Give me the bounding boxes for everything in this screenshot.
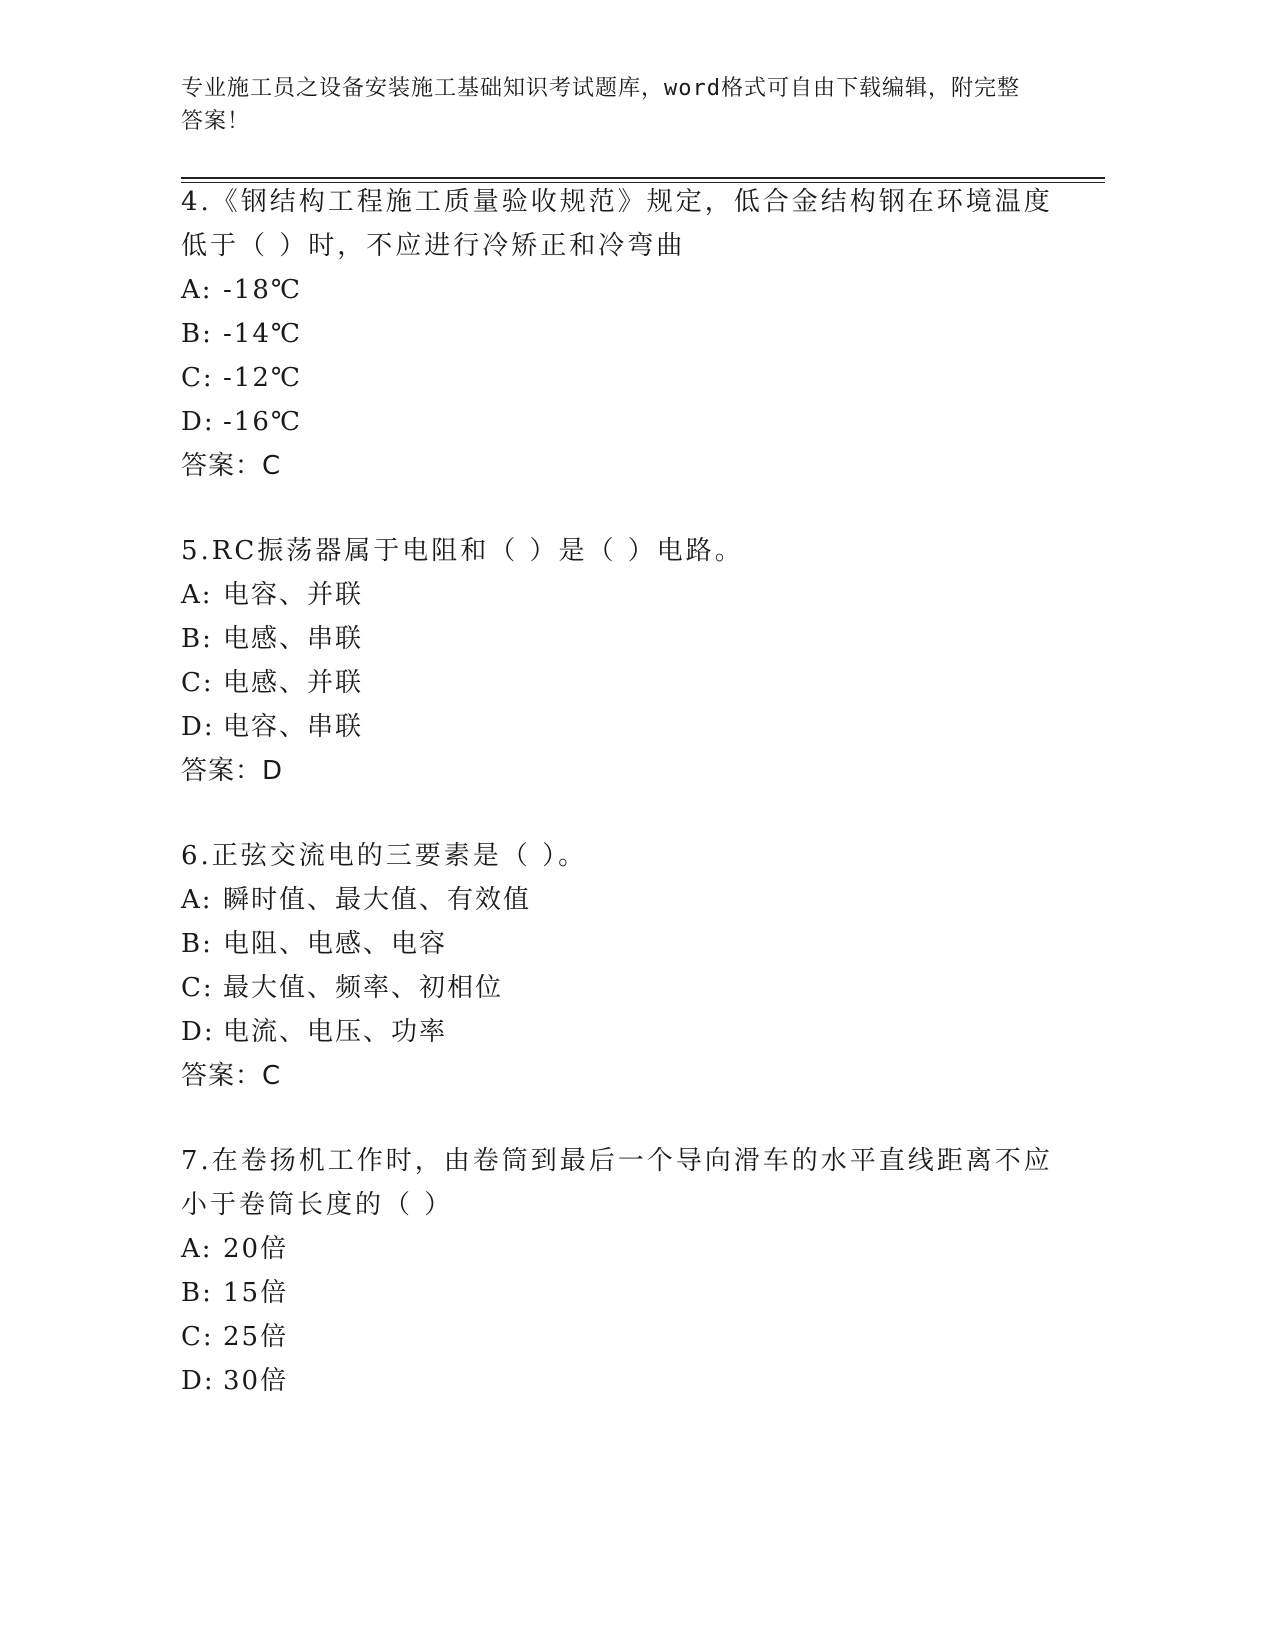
option-text: 30倍 [223,1366,289,1396]
option-a [181,268,1081,312]
option-text: 电容、串联 [223,712,364,742]
answer-text: 答案：D [181,756,284,786]
option-b [181,1271,1081,1315]
option-key: C: [181,1322,214,1352]
option-text: 电感、并联 [223,668,364,698]
option-a [181,878,1081,922]
option-key: C: [181,363,214,393]
option-text: 瞬时值、最大值、有效值 [223,885,532,915]
question-stem: 7.在卷扬机工作时，由卷筒到最后一个导向滑车的水平直线距离不应小于卷筒长度的（ ） [181,1146,1053,1220]
option-text: -14℃ [223,319,302,349]
option-text: -16℃ [223,407,302,437]
option-b [181,922,1081,966]
answer-text: 答案：C [181,451,282,481]
option-d [181,705,1081,749]
option-key: D: [181,407,215,437]
option-text: 电感、串联 [223,624,364,654]
question-5 [181,529,1081,793]
option-key: A: [181,1234,213,1264]
option-key: C: [181,973,214,1003]
option-c [181,356,1081,400]
option-text: 电容、并联 [223,580,364,610]
question-6 [181,834,1081,1098]
question-stem: 4.《钢结构工程施工质量验收规范》规定，低合金结构钢在环境温度低于（ ）时，不应进行冷矫正和冷弯曲 [181,187,1053,261]
option-c [181,661,1081,705]
option-d [181,1359,1081,1403]
option-a [181,1227,1081,1271]
question-4 [181,180,1081,488]
question-stem: 5.RC振荡器属于电阻和（ ）是（ ）电路。 [181,536,744,566]
option-key: B: [181,319,213,349]
option-key: B: [181,624,213,654]
option-text: 电阻、电感、电容 [223,929,448,959]
option-d [181,1010,1081,1054]
option-key: D: [181,1017,215,1047]
option-c [181,966,1081,1010]
option-text: 25倍 [223,1322,289,1352]
option-key: B: [181,929,213,959]
option-key: D: [181,712,215,742]
answer-text: 答案：C [181,1061,282,1091]
header-divider-thick [181,177,1105,179]
option-b [181,617,1081,661]
option-text: 电流、电压、功率 [223,1017,448,1047]
option-text: 最大值、频率、初相位 [223,973,504,1003]
option-key: C: [181,668,214,698]
option-text: 15倍 [223,1278,289,1308]
option-key: B: [181,1278,213,1308]
option-c [181,1315,1081,1359]
option-text: 20倍 [223,1234,289,1264]
document-header: 专业施工员之设备安装施工基础知识考试题库，word格式可自由下载编辑，附完整答案！ [181,76,1020,134]
option-key: A: [181,885,213,915]
option-key: A: [181,580,213,610]
option-key: A: [181,275,213,305]
option-text: -12℃ [223,363,302,393]
question-7 [181,1139,1081,1403]
option-key: D: [181,1366,215,1396]
question-stem: 6.正弦交流电的三要素是（ ）。 [181,841,588,871]
option-d [181,400,1081,444]
option-b [181,312,1081,356]
option-text: -18℃ [223,275,302,305]
option-a [181,573,1081,617]
